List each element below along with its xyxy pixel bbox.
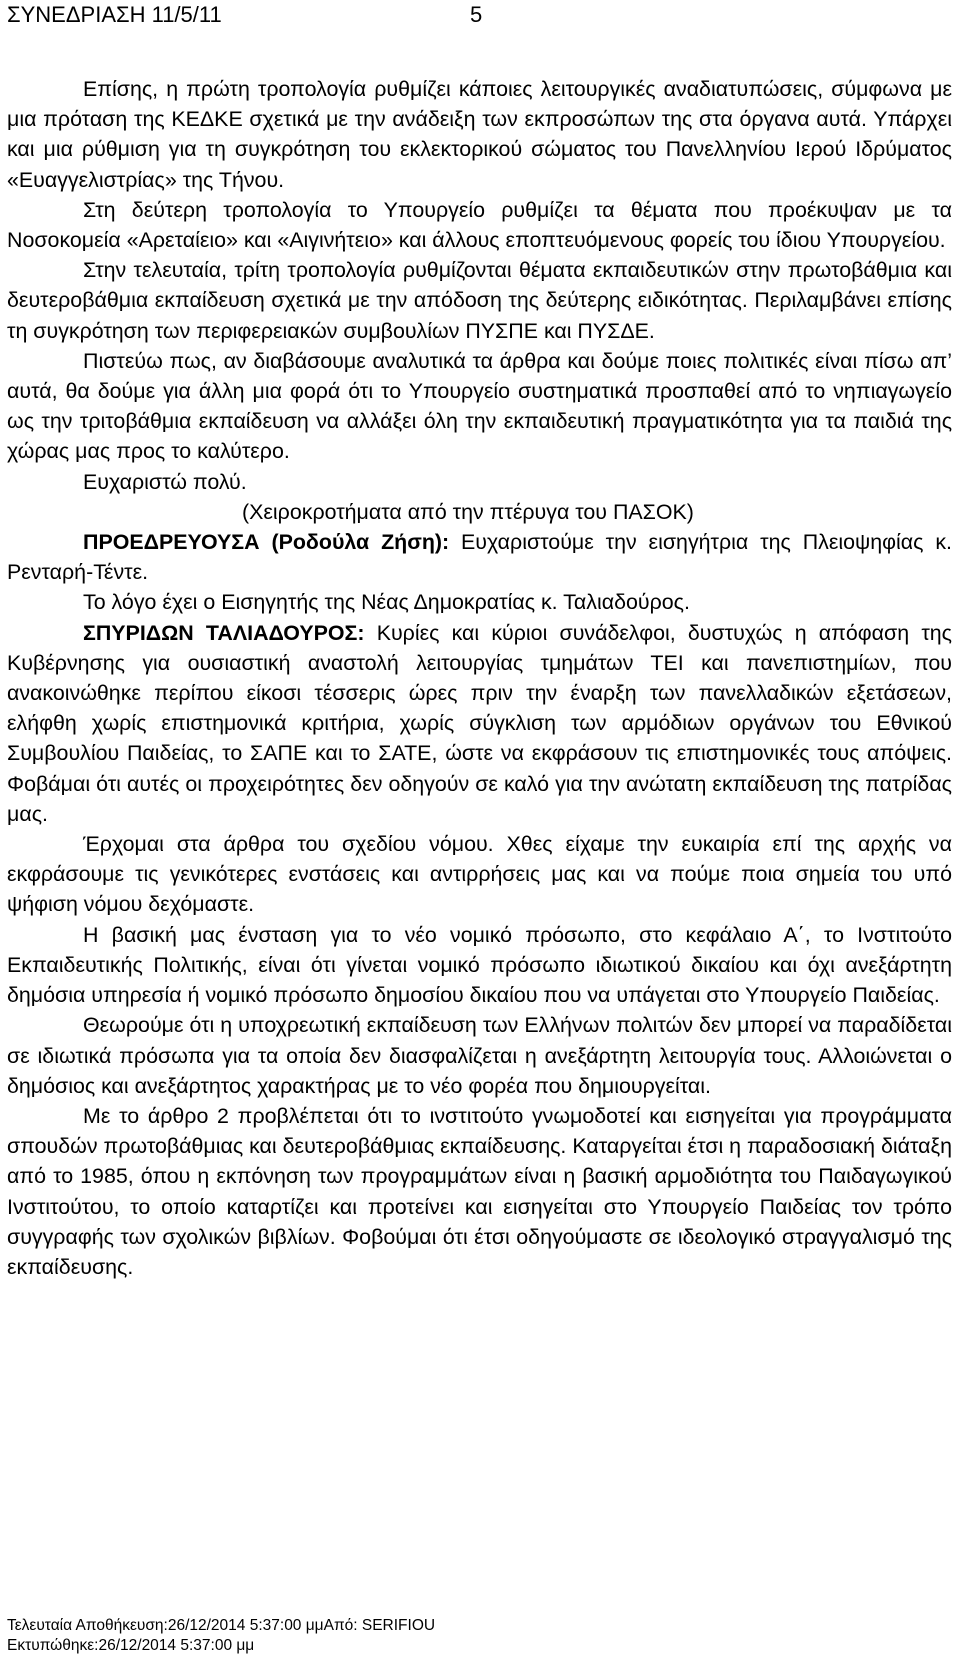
page-header bbox=[7, 0, 947, 30]
paragraph-text: Κυρίες και κύριοι συνάδελφοι, δυστυχώς η απόφαση της Κυβέρνησης για ουσιαστική αναστολή λειτουργίας τμημάτων ΤΕΙ και πανεπιστημίων, που ανακοινώθηκε περίπου είκοσι τέσσερις ώρες πριν την έναρξη των πανελλαδικών εξετάσεων, ελήφθη χωρίς επιστημονικά κριτήρια, χωρίς σύγκλιση των αρμόδιων οργάνων του Εθνικού Συμβουλίου Παιδείας, το ΣΑΠΕ και το ΣΑΤΕ, ώστε να εκφράσουν τις επιστημονικές τους απόψεις. Φοβάμαι ότι αυτές οι προχειρότητες δεν οδηγούν σε καλό για την ανώτατη εκπαίδευση της πατρίδας μας. bbox=[7, 620, 952, 826]
paragraph bbox=[7, 587, 952, 617]
page-number: 5 bbox=[470, 2, 483, 27]
paragraph bbox=[7, 1010, 952, 1101]
footer-printed-line: Εκτυπώθηκε:26/12/2014 5:37:00 μμ bbox=[7, 1637, 255, 1654]
paragraph bbox=[7, 346, 952, 467]
paragraph-text: Στη δεύτερη τροπολογία το Υπουργείο ρυθμίζει τα θέματα που προέκυψαν με τα Νοσοκομεία «Αρεταίειο» και «Αιγινήτειο» και άλλους εποπτευόμενους φορείς του ίδιου Υπουργείου. bbox=[7, 197, 952, 253]
paragraph-text: Επίσης, η πρώτη τροπολογία ρυθμίζει κάποιες λειτουργικές αναδιατυπώσεις, σύμφωνα με μια πρόταση της ΚΕΔΚΕ σχετικά με την ανάδειξη των εκπροσώπων της στα όργανα αυτά. Υπάρχει και μια ρύθμιση για τη συγκρότηση του εκλεκτορικού σώματος του Πανελληνίου Ιερού Ιδρύματος «Ευαγγελιστρίας» της Τήνου. bbox=[7, 77, 952, 192]
paragraph-text: Η βασική μας ένσταση για το νέο νομικό πρόσωπο, στο κεφάλαιο Α΄, το Ινστιτούτο Εκπαιδευτικής Πολιτικής, είναι ότι γίνεται νομικό πρόσωπο ιδιωτικού δικαίου και όχι ανεξάρτητη δημόσια υπηρεσία ή νομικό πρόσωπο δημοσίου δικαίου που να υπάγεται στο Υπουργείο Παιδείας. bbox=[7, 922, 952, 1008]
paragraph-text: Ευχαριστούμε την εισηγήτρια της Πλειοψηφίας κ. Ρενταρή-Τέντε. bbox=[7, 530, 952, 585]
paragraph-text: Θεωρούμε ότι η υποχρεωτική εκπαίδευση των Ελλήνων πολιτών δεν μπορεί να παραδίδεται σε ιδιωτικά πρόσωπα για τα οποία δεν διασφαλίζεται η ανεξάρτητη λειτουργία τους. Αλλοιώνεται ο δημόσιος και ανεξάρτητος χαρακτήρας με το νέο φορέα που δημιουργείται. bbox=[7, 1013, 952, 1098]
speaker-name: ΣΠΥΡΙΔΩΝ ΤΑΛΙΑΔΟΥΡΟΣ: bbox=[83, 620, 365, 645]
paragraph bbox=[7, 467, 952, 497]
paragraph-text: Ευχαριστώ πολύ. bbox=[83, 469, 247, 494]
page-footer bbox=[7, 1616, 907, 1656]
paragraph-text: Με το άρθρο 2 προβλέπεται ότι το ινστιτούτο γνωμοδοτεί και εισηγείται για προγράμματα σπουδών πρωτοβάθμιας και δευτεροβάθμιας εκπαίδευσης. Καταργείται έτσι η παραδοσιακή διάταξη από το 1985, όπου η εκπόνηση των προγραμμάτων είναι η βασική αρμοδιότητα του Παιδαγωγικού Ινστιτούτου, το οποίο καταρτίζει και προτείνει και εισηγείται στο Υπουργείο Παιδείας τον τρόπο συγγραφής των σχολικών βιβλίων. Φοβούμαι ότι έτσι οδηγούμαστε σε ιδεολογικό στραγγαλισμό της εκπαίδευσης. bbox=[7, 1103, 953, 1279]
paragraph-text: (Χειροκροτήματα από την πτέρυγα του ΠΑΣΟΚ) bbox=[242, 499, 694, 524]
paragraph bbox=[7, 527, 952, 587]
paragraph-text: Έρχομαι στα άρθρα του σχεδίου νόμου. Χθες είχαμε την ευκαιρία επί της αρχής να εκφράσουμε τις γενικότερες ενστάσεις και αντιρρήσεις μας και να πούμε ποια σημεία του υπό ψήφιση νόμου δεχόμαστε. bbox=[7, 832, 952, 917]
speaker-name: ΠΡΟΕΔΡΕΥΟΥΣΑ (Ροδούλα Ζήση): bbox=[83, 530, 450, 555]
session-date: ΣΥΝΕΔΡΙΑΣΗ 11/5/11 bbox=[7, 2, 222, 27]
paragraph bbox=[7, 920, 952, 1011]
footer-saved-line: Τελευταία Αποθήκευση:26/12/2014 5:37:00 μμΑπό: SERIFIOU bbox=[7, 1617, 436, 1634]
paragraph bbox=[7, 618, 952, 829]
paragraph bbox=[7, 195, 952, 255]
paragraph bbox=[7, 255, 952, 346]
paragraph bbox=[7, 829, 952, 920]
paragraph-text: Το λόγο έχει ο Εισηγητής της Νέας Δημοκρατίας κ. Ταλιαδούρος. bbox=[83, 590, 690, 615]
applause-note bbox=[7, 497, 952, 527]
paragraph-text: Πιστεύω πως, αν διαβάσουμε αναλυτικά τα άρθρα και δούμε ποιες πολιτικές είναι πίσω απ’ αυτά, θα δούμε για άλλη μια φορά ότι το Υπουργείο συστηματικά προσπαθεί από το νηπιαγωγείο ως την τριτοβάθμια εκπαίδευση να αλλάξει όλη την εκπαιδευτική πραγματικότητα για τα παιδιά της χώρας μας προς το καλύτερο. bbox=[7, 348, 952, 464]
paragraph-text: Στην τελευταία, τρίτη τροπολογία ρυθμίζονται θέματα εκπαιδευτικών στην πρωτοβάθμια και δευτεροβάθμια εκπαίδευση σχετικά με την απόδοση της δεύτερης ειδικότητας. Περιλαμβάνει επίσης τη συγκρότηση των περιφερειακών συμβουλίων ΠΥΣΠΕ και ΠΥΣΔΕ. bbox=[7, 258, 952, 343]
transcript-body bbox=[7, 74, 952, 1282]
paragraph bbox=[7, 74, 952, 195]
paragraph bbox=[7, 1101, 952, 1282]
